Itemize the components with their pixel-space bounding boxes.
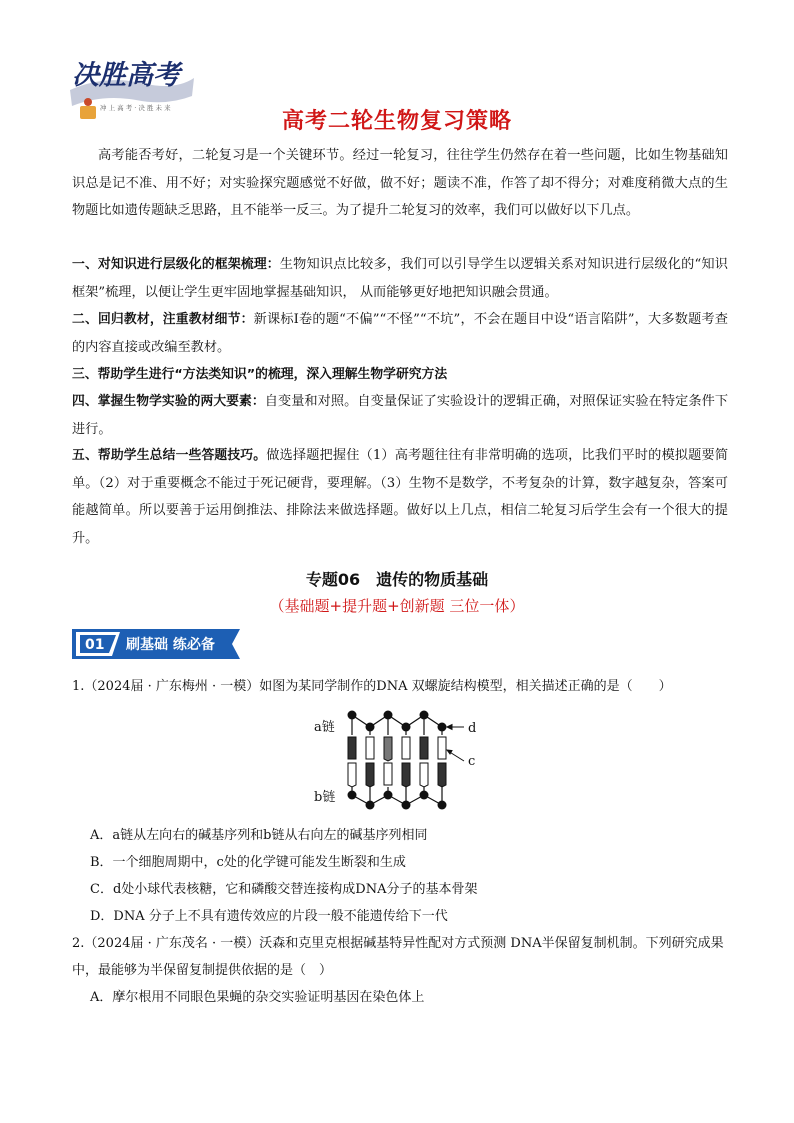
- point-3: [72, 361, 728, 389]
- point-2-head: 二、回归教材，注重教材细节：: [72, 312, 254, 327]
- topic-number: 专题06: [305, 570, 361, 589]
- question-1-stem: 1.（2024届 · 广东梅州 · 一模）如图为某同学制作的DNA 双螺旋结构模型，相关描述正确的是（ ）: [72, 679, 672, 694]
- point-4-head: 四、掌握生物学实验的两大要素：: [72, 394, 265, 409]
- banner-number: 01: [85, 637, 105, 653]
- section-banner: [72, 629, 240, 659]
- dna-model-figure: [300, 707, 500, 813]
- point-3-head: 三、帮助学生进行“方法类知识”的梳理，深入理解生物学研究方法: [72, 367, 448, 382]
- q1-option-d: D．DNA 分子上不具有遗传效应的片段一般不能遗传给下一代: [90, 909, 448, 924]
- label-b-chain: b链: [314, 790, 336, 805]
- point-2: [72, 306, 728, 361]
- label-c: c: [468, 754, 476, 769]
- topic-subtitle: （基础题+提升题+创新题 三位一体）: [269, 597, 525, 615]
- q1-option-b: B．一个细胞周期中，c处的化学键可能发生断裂和生成: [90, 855, 406, 870]
- question-2-stem: 2.（2024届 · 广东茂名 · 一模）沃森和克里克根据碱基特异性配对方式预测 DNA半保留复制机制。下列研究成果中，最能够为半保留复制提供依据的是（ ）: [72, 936, 724, 978]
- q1-option-a: A．a链从左向右的碱基序列和b链从右向左的碱基序列相同: [90, 828, 428, 843]
- topic-name: 遗传的物质基础: [376, 570, 489, 589]
- logo-text: 决胜高考: [72, 60, 180, 91]
- point-5-head: 五、帮助学生总结一些答题技巧。: [72, 448, 267, 463]
- q1-option-c: C．d处小球代表核糖，它和磷酸交替连接构成DNA分子的基本骨架: [90, 882, 478, 897]
- page-title: 高考二轮生物复习策略: [281, 109, 512, 134]
- label-a-chain: a链: [314, 720, 335, 735]
- point-4: [72, 388, 728, 443]
- point-4-body: 自变量和对照。自变量保证了实验设计的逻辑正确，对照保证实验在特定条件下进行。: [72, 394, 729, 437]
- point-5: [72, 442, 728, 552]
- point-1: [72, 251, 728, 306]
- intro-paragraph: 高考能否考好，二轮复习是一个关键环节。经过一轮复习，往往学生仍然存在着一些问题，比如生物基础知识总是记不准、用不好；对实验探究题感觉不好做，做不好；题读不准，作答了却不得分；对难度稍微大点的生物题比如遗传题缺乏思路，且不能举一反三。为了提升二轮复习的效率，我们可以做好以下几点。: [72, 148, 728, 218]
- label-d: d: [468, 721, 477, 736]
- banner-text: 刷基础 练必备: [126, 637, 215, 653]
- point-1-head: 一、对知识进行层级化的框架梳理：: [72, 257, 280, 272]
- point-5-body: 做选择题把握住（1）高考题往往有非常明确的选项，比我们平时的模拟题要简单。（2）对于重要概念不能过于死记硬背，要理解。（3）生物不是数学，不考复杂的计算，数字越复杂，答案可能越简单。所以要善于运用倒推法、排除法来做选择题。做好以上几点，相信二轮复习后学生会有一个很大的提升。: [72, 448, 729, 546]
- point-2-body: 新课标Ⅰ卷的题“不偏”“不怪”“不坑”，不会在题目中设“语言陷阱”，大多数题考查的内容直接或改编至教材。: [72, 312, 728, 355]
- point-1-body: 生物知识点比较多，我们可以引导学生以逻辑关系对知识进行层级化的“知识框架”梳理，以便让学生更牢固地掌握基础知识， 从而能够更好地把知识融会贯通。: [72, 257, 728, 300]
- q2-option-a: A．摩尔根用不同眼色果蝇的杂交实验证明基因在染色体上: [90, 990, 425, 1005]
- logo-tagline: 冲 上 高 考 · 决 胜 未 来: [100, 104, 171, 112]
- topic-heading: [0, 567, 794, 590]
